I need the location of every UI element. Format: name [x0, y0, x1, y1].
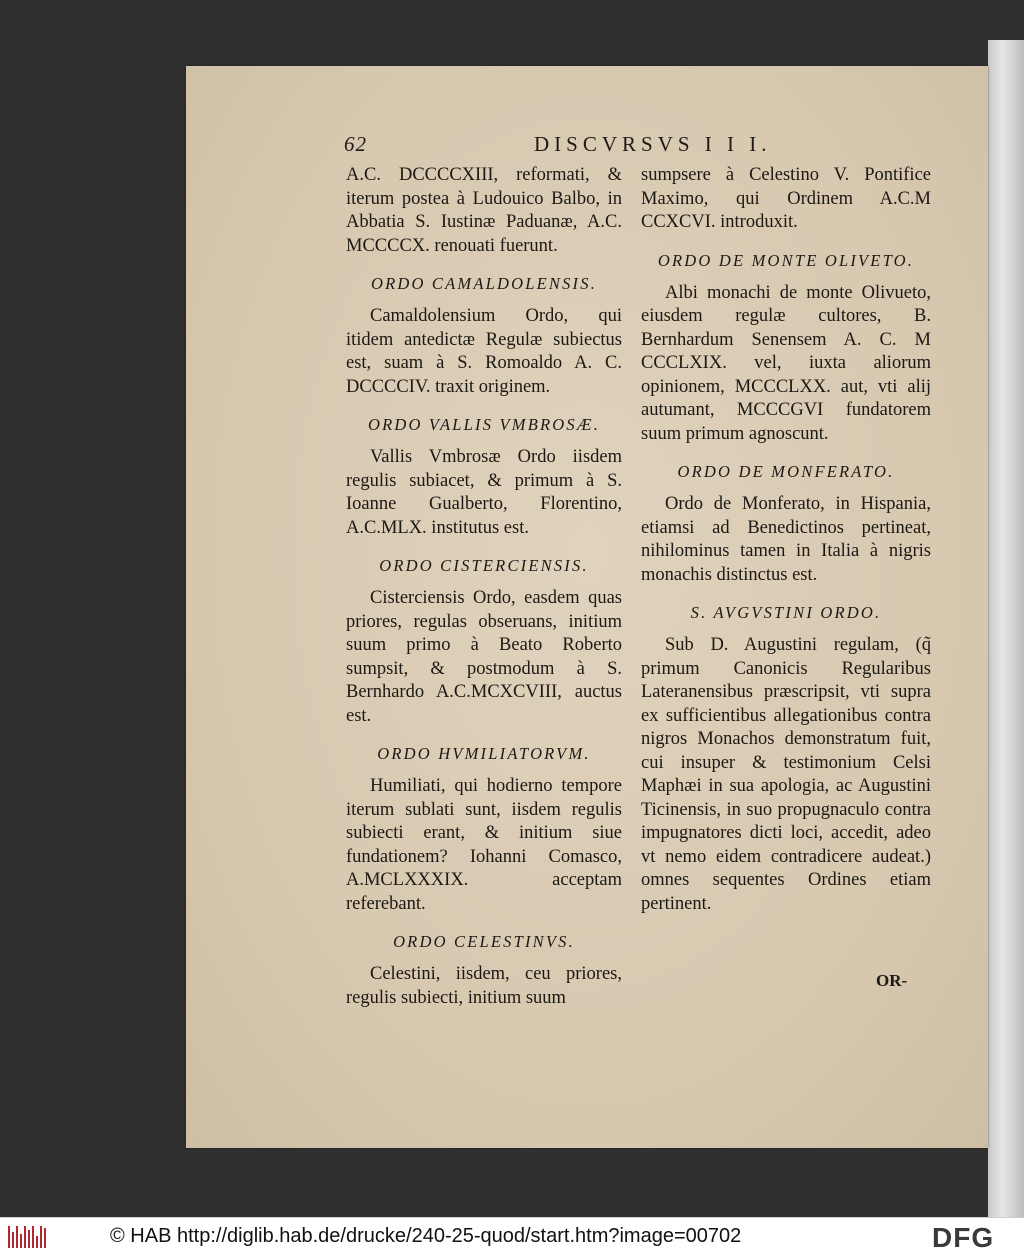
- paragraph: Albi monachi de monte Olivueto, eiusdem regulæ cultores, B. Bernhardum Senensem A. C. M CCCLXIX. vel, iuxta aliorum opinionem, MCCCLXX. aut, vti alij autumant, MCCCGVI fundatorem suum primum agnoscunt.: [641, 282, 931, 444]
- spacer: [346, 399, 622, 413]
- page-number: 62: [344, 132, 367, 156]
- barcode-icon: [8, 1226, 48, 1248]
- paragraph: Cisterciensis Ordo, easdem quas priores, regulas obseruans, initium suum primo à Beato Roberto sumpsit, & postmodum à S. Bernhardo A.C.MCXCVIII, auctus est.: [346, 588, 622, 726]
- section-heading: ORDO DE MONTE OLIVETO.: [657, 250, 915, 270]
- section-heading: S. AVGVSTINI ORDO.: [690, 603, 882, 622]
- spacer: [346, 953, 622, 963]
- spacer: [641, 624, 931, 634]
- spacer: [346, 258, 622, 272]
- spacer: [346, 728, 622, 742]
- right-text-column: [641, 164, 931, 916]
- book-spine-edge: [988, 40, 1024, 1217]
- paragraph: Camaldolensium Ordo, qui itidem antedictæ Regulæ subiectus est, suam à S. Romoaldo A. C. DCCCCIV. traxit originem.: [346, 306, 622, 397]
- spacer: [346, 540, 622, 554]
- spacer: [641, 446, 931, 460]
- section-heading: ORDO CAMALDOLENSIS.: [370, 274, 598, 293]
- section-heading: ORDO CELESTINVS.: [393, 932, 575, 951]
- running-title: DISCVRSVS I I I.: [534, 132, 772, 156]
- paragraph: Humiliati, qui hodierno tempore iterum sublati sunt, iisdem regulis subiecti erant, & initium siue fundationem? Iohanni Comasco, A.MCLXXXIX. acceptam referebant.: [346, 776, 622, 914]
- paragraph: Ordo de Monferato, in Hispania, etiamsi ad Benedictinos pertineat, nihilominus tamen in Italia à nigris monachis distinctus est.: [641, 494, 931, 585]
- paragraph: sumpsere à Celestino V. Pontifice Maximo, qui Ordinem A.C.M CCXCVI. introduxit.: [641, 165, 931, 232]
- spacer: [641, 272, 931, 282]
- section-heading: ORDO VALLIS VMBROSÆ.: [367, 415, 601, 434]
- catchword: OR-: [876, 971, 908, 990]
- spacer: [346, 916, 622, 930]
- paragraph: Sub D. Augustini regulam, (q̃ primum Canonicis Regularibus Lateranensibus præscripsit, vti supra ex sufficientibus allegationibus contra nigros Monachos demonstratum fuit, cui insuper & testimonium Celsi Maphæi in sua apologia, ac Augustini Ticinensis, in suo propugnaculo contra impugnatores dicti loci, accedit, adeo vt nemo eidem contradicere audeat.) omnes sequentes Ordines etiam pertinent.: [641, 635, 931, 914]
- left-text-column: [346, 164, 622, 1010]
- spacer: [641, 483, 931, 493]
- spacer: [346, 295, 622, 305]
- paragraph: A.C. DCCCCXIII, reformati, & iterum postea à Ludouico Balbo, in Abbatia S. Iustinæ Paduanæ, A.C. MCCCCX. renouati fuerunt.: [346, 165, 622, 256]
- paragraph: Vallis Vmbrosæ Ordo iisdem regulis subiacet, & primum à S. Ioanne Gualberto, Florentino, A.C.MLX. institutus est.: [346, 447, 622, 538]
- running-head: [344, 132, 934, 162]
- dfg-logo: DFG: [932, 1222, 995, 1253]
- copyright-link[interactable]: © HAB http://diglib.hab.de/drucke/240-25-quod/start.htm?image=00702: [110, 1225, 742, 1247]
- section-heading: ORDO DE MONFERATO.: [677, 462, 895, 481]
- spacer: [641, 235, 931, 249]
- book-page: [186, 66, 988, 1148]
- spacer: [641, 587, 931, 601]
- section-heading: ORDO CISTERCIENSIS.: [379, 556, 589, 575]
- paragraph: Celestini, iisdem, ceu priores, regulis subiecti, initium suum: [346, 964, 622, 1008]
- viewer-footer: [0, 1217, 1024, 1256]
- spacer: [346, 436, 622, 446]
- section-heading: ORDO HVMILIATORVM.: [377, 744, 591, 763]
- spacer: [346, 577, 622, 587]
- spacer: [346, 765, 622, 775]
